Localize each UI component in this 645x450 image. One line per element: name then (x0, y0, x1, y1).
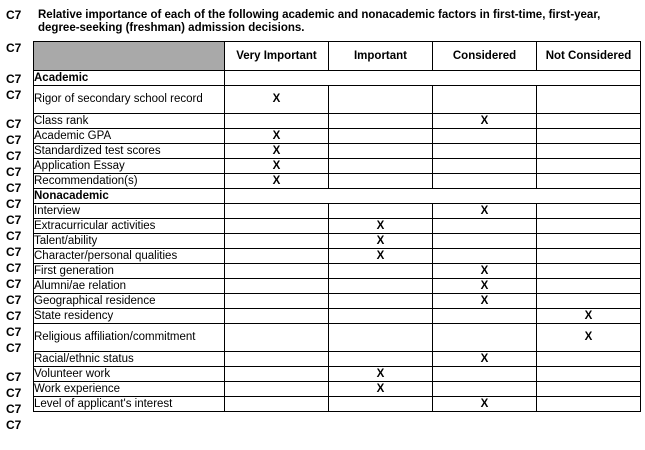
row-code: C7 (6, 402, 22, 416)
check-mark: X (225, 159, 329, 174)
empty-cell (537, 397, 641, 412)
admission-factors-table (33, 41, 641, 412)
empty-cell (329, 279, 433, 294)
check-mark: X (433, 264, 537, 279)
empty-cell (225, 367, 329, 382)
empty-cell (433, 367, 537, 382)
empty-cell (329, 129, 433, 144)
factor-label: Work experience (34, 382, 225, 397)
empty-cell (329, 204, 433, 219)
table-row (34, 382, 641, 397)
factor-label: State residency (34, 309, 225, 324)
factor-label: Class rank (34, 114, 225, 129)
empty-cell (537, 219, 641, 234)
empty-cell (329, 264, 433, 279)
empty-cell (225, 309, 329, 324)
section-row-nonacademic (34, 189, 641, 204)
empty-cell (329, 174, 433, 189)
header-row (34, 42, 641, 71)
question-title: Relative importance of each of the following academic and nonacademic factors in first-time, first-year, degree-seeking (freshman) admission decisions. (38, 9, 601, 34)
empty-cell (537, 294, 641, 309)
table-row (34, 174, 641, 189)
row-code: C7 (6, 133, 22, 147)
row-code: C7 (6, 88, 22, 102)
empty-cell (537, 114, 641, 129)
empty-cell (225, 219, 329, 234)
header-blank-cell (34, 42, 225, 71)
check-mark: X (433, 294, 537, 309)
factor-label: Interview (34, 204, 225, 219)
row-code: C7 (6, 277, 22, 291)
column-header: Not Considered (537, 42, 641, 71)
table-row (34, 367, 641, 382)
table-row (34, 144, 641, 159)
empty-cell (537, 352, 641, 367)
check-mark: X (433, 397, 537, 412)
row-code: C7 (6, 418, 22, 432)
row-code: C7 (6, 370, 22, 384)
question-code: C7 (6, 8, 22, 22)
factor-label: Alumni/ae relation (34, 279, 225, 294)
empty-cell (433, 219, 537, 234)
empty-cell (329, 144, 433, 159)
check-mark: X (329, 249, 433, 264)
check-mark: X (225, 129, 329, 144)
factor-label: First generation (34, 264, 225, 279)
empty-cell (537, 249, 641, 264)
empty-cell (537, 279, 641, 294)
empty-cell (329, 324, 433, 352)
row-code: C7 (6, 165, 22, 179)
empty-cell (433, 174, 537, 189)
factor-label: Extracurricular activities (34, 219, 225, 234)
empty-cell (225, 324, 329, 352)
check-mark: X (433, 114, 537, 129)
factor-label: Academic GPA (34, 129, 225, 144)
empty-cell (433, 309, 537, 324)
section-title: Academic (34, 71, 225, 86)
row-code: C7 (6, 181, 22, 195)
table-row (34, 294, 641, 309)
empty-cell (537, 144, 641, 159)
empty-cell (433, 249, 537, 264)
row-code: C7 (6, 229, 22, 243)
row-code: C7 (6, 117, 22, 131)
empty-cell (537, 86, 641, 114)
table-row (34, 279, 641, 294)
table-row (34, 264, 641, 279)
table-row (34, 114, 641, 129)
row-code: C7 (6, 386, 22, 400)
empty-cell (225, 382, 329, 397)
empty-cell (537, 204, 641, 219)
check-mark: X (537, 309, 641, 324)
empty-cell (433, 234, 537, 249)
check-mark: X (433, 279, 537, 294)
factor-label: Geographical residence (34, 294, 225, 309)
factor-label: Volunteer work (34, 367, 225, 382)
factor-label: Standardized test scores (34, 144, 225, 159)
row-code: C7 (6, 72, 22, 86)
empty-cell (537, 234, 641, 249)
table-row (34, 129, 641, 144)
empty-cell (537, 382, 641, 397)
row-code: C7 (6, 341, 22, 355)
row-code: C7 (6, 309, 22, 323)
empty-cell (433, 86, 537, 114)
row-code: C7 (6, 197, 22, 211)
empty-cell (433, 129, 537, 144)
empty-cell (329, 352, 433, 367)
table-row (34, 324, 641, 352)
table-row (34, 219, 641, 234)
empty-cell (433, 324, 537, 352)
empty-cell (225, 397, 329, 412)
check-mark: X (537, 324, 641, 352)
factor-label: Rigor of secondary school record (34, 86, 225, 114)
check-mark: X (329, 367, 433, 382)
section-title: Nonacademic (34, 189, 225, 204)
table-row (34, 159, 641, 174)
empty-cell (329, 294, 433, 309)
table-row (34, 204, 641, 219)
column-header: Very Important (225, 42, 329, 71)
empty-cell (329, 159, 433, 174)
factor-label: Application Essay (34, 159, 225, 174)
empty-cell (225, 279, 329, 294)
empty-cell (433, 382, 537, 397)
empty-cell (537, 264, 641, 279)
table-row (34, 397, 641, 412)
empty-cell (329, 86, 433, 114)
empty-cell (433, 144, 537, 159)
check-mark: X (329, 219, 433, 234)
empty-cell (329, 397, 433, 412)
empty-cell (225, 204, 329, 219)
table-row (34, 86, 641, 114)
empty-cell (329, 114, 433, 129)
factor-label: Level of applicant's interest (34, 397, 225, 412)
check-mark: X (225, 144, 329, 159)
row-code: C7 (6, 41, 22, 55)
empty-cell (225, 234, 329, 249)
check-mark: X (225, 174, 329, 189)
check-mark: X (329, 234, 433, 249)
check-mark: X (225, 86, 329, 114)
row-code: C7 (6, 325, 22, 339)
section-row-academic (34, 71, 641, 86)
row-code: C7 (6, 213, 22, 227)
column-header: Considered (433, 42, 537, 71)
table-row (34, 352, 641, 367)
row-code: C7 (6, 261, 22, 275)
factor-label: Religious affiliation/commitment (34, 324, 225, 352)
factor-label: Talent/ability (34, 234, 225, 249)
empty-cell (329, 309, 433, 324)
factor-label: Racial/ethnic status (34, 352, 225, 367)
check-mark: X (433, 204, 537, 219)
table-row (34, 234, 641, 249)
row-code: C7 (6, 293, 22, 307)
table-row (34, 309, 641, 324)
empty-cell (225, 352, 329, 367)
empty-cell (225, 114, 329, 129)
empty-cell (225, 249, 329, 264)
empty-cell (537, 174, 641, 189)
empty-cell (537, 129, 641, 144)
check-mark: X (329, 382, 433, 397)
column-header: Important (329, 42, 433, 71)
check-mark: X (433, 352, 537, 367)
row-code: C7 (6, 149, 22, 163)
factor-label: Character/personal qualities (34, 249, 225, 264)
empty-cell (225, 264, 329, 279)
empty-cell (537, 367, 641, 382)
empty-cell (433, 159, 537, 174)
table-row (34, 249, 641, 264)
empty-cell (537, 159, 641, 174)
empty-cell (225, 294, 329, 309)
row-code: C7 (6, 245, 22, 259)
factor-label: Recommendation(s) (34, 174, 225, 189)
